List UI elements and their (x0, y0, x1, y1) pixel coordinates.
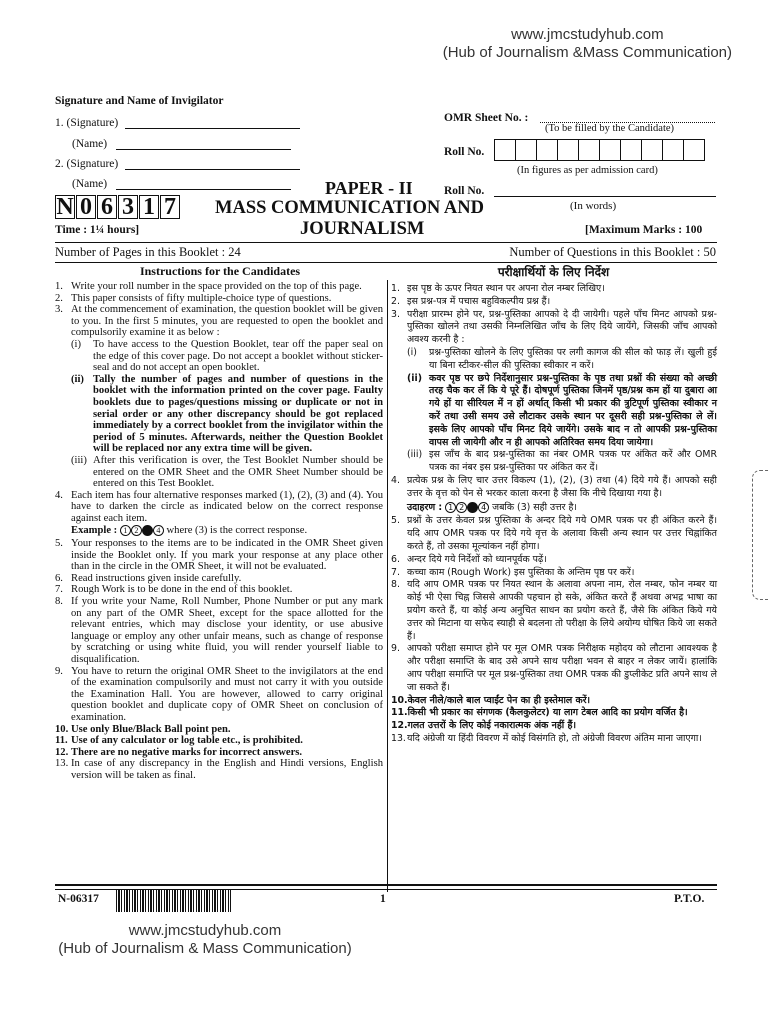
list-item: 2. This paper consists of fifty multiple-choice type of questions. (55, 292, 332, 304)
barcode (116, 890, 231, 912)
roll-box[interactable] (515, 139, 537, 161)
list-item: (iii) इस जाँच के बाद प्रश्न-पुस्तिका का नंबर OMR पत्रक पर अंकित करें और OMR पत्रक का नंबर इस प्रश्न-पुस्तिका पर अंकित कर दें। (407, 449, 717, 474)
hindi-heading: परीक्षार्थियों के लिए निर्देश (497, 265, 610, 279)
bubble-3-filled (142, 525, 153, 536)
list-item: 11. Use of any calculator or log table etc., is prohibited. (55, 735, 303, 747)
list-item: 10. केवल नीले/काले बाल प्वाईंट पेन का ही इस्तेमाल करें। (391, 694, 591, 706)
list-item: 1. इस पृष्ठ के ऊपर नियत स्थान पर अपना रोल नम्बर लिखिए। (391, 283, 605, 294)
roll-words-label: Roll No. (444, 185, 485, 197)
footer-code: N-06317 (58, 893, 99, 905)
list-item: 8. If you write your Name, Roll Number, Phone Number or put any mark on any part of the OMR Sheet, except for the space allotted for the relevant entries, which may disclose your identity, or use abusive language or employ any other unfair means, such as change of response by scratching or using white fluid, you will render yourself liable to disqualification. (55, 596, 383, 665)
list-item: 4. प्रत्येक प्रश्न के लिए चार उत्तर विकल्प (1), (2), (3) तथा (4) दिये गये हैं। आपको सही उत्तर के वृत्त को पेन से भरकर काला करना है जैसा कि नीचे दिखाया गया है। (391, 474, 717, 499)
site-url[interactable]: www.jmcstudyhub.com (128, 922, 282, 939)
roll-words-note: (In words) (570, 200, 617, 212)
list-item: (ii) कवर पृष्ठ पर छपे निर्देशानुसार प्रश्न-पुस्तिका के पृष्ठ तथा प्रश्नों की संख्या को अच्छी तरह चैक कर लें कि ये पूरे हैं। दोषपूर्ण पुस्तिका जिनमें पृष्ठ/प्रश्न कम हों या दुबारा आ गये हों या सीरियल में न हों अर्थात् किसी भी प्रकार की त्रुटिपूर्ण पुस्तिका स्वीकार न करें तथा उसी समय उसे लौटाकर उसके स्थान पर दूसरी सही प्रश्न-पुस्तिका ले लें। इसके लिए आपको पाँच मिनट दिये जायेंगे। उसके बाद न तो आपकी प्रश्न-पुस्तिका वापस ली जायेगी और न ही आपको अतिरिक्त समय दिया जायेगा। (407, 372, 717, 448)
omr-note: (To be filled by the Candidate) (545, 123, 675, 134)
list-item: 12. There are no negative marks for incorrect answers. (55, 746, 303, 758)
site-tagline: (Hub of Journalism &Mass Communication) (442, 44, 732, 61)
list-item: (i) To have access to the Question Booklet, tear off the paper seal on the edge of this cover page. Do not accept a booklet without sticker-seal and do not accept an open booklet. (71, 338, 383, 374)
roll-box[interactable] (620, 139, 642, 161)
name1-row (72, 138, 291, 150)
roll-words-field[interactable] (494, 196, 716, 197)
list-item: 12. गलत उत्तरों के लिए कोई नकारात्मक अंक नहीं हैं। (391, 720, 577, 732)
example-row: Example : 1 2 4 where (3) is the correct response. (71, 525, 308, 537)
roll-box[interactable] (578, 139, 600, 161)
list-item: (i) प्रश्न-पुस्तिका खोलने के लिए पुस्तिका पर लगी कागज की सील को फाड़ लें। खुली हुई या बिना स्टीकर-सील की पुस्तिका स्वीकार न करें। (407, 346, 717, 371)
bubble-3-filled (467, 502, 478, 513)
subject-line1: MASS COMMUNICATION AND (215, 198, 484, 218)
page-count: Number of Pages in this Booklet : 24 (55, 245, 241, 259)
list-item: 7. Rough Work is to be done in the end of this booklet. (55, 584, 293, 596)
code-digit-box: 1 (139, 195, 159, 219)
example-row: उदाहरण : 1 2 4 जबकि (3) सही उत्तर है। (407, 501, 577, 513)
list-item: 9. आपको परीक्षा समाप्त होने पर मूल OMR पत्रक निरीक्षक महोदय को लौटाना आवश्यक है और परीक्षा समाप्ति के बाद उसे अपने साथ परीक्षा भवन से बाहर न लेकर जायें। हालांकि आप परीक्षा समाप्ति पर मूल प्रश्न-पुस्तिका तथा OMR पत्रक की डुप्लीकेट प्रति अपने साथ ले जा सकते हैं। (391, 643, 717, 693)
code-prefix-box: N (56, 194, 74, 220)
code-digit-box: 6 (97, 195, 117, 219)
list-item: 9. You have to return the original OMR Sheet to the invigilators at the end of the examination compulsorily and must not carry it with you outside the Examination Hall. You are however, allowed to carry original question booklet and duplicate copy of OMR Sheet on conclusion of examination. (55, 665, 383, 723)
paper-title: PAPER - II (325, 178, 413, 198)
list-item: (iii) After this verification is over, the Test Booklet Number should be entered on the OMR Sheet and the OMR Sheet Number should be entered on this Test Booklet. (71, 454, 383, 490)
name1-label: (Name) (72, 138, 108, 150)
english-instructions (55, 281, 383, 782)
time-label: Time : 1¼ hours] (55, 224, 140, 236)
name2-line (116, 189, 291, 190)
name2-row (72, 178, 291, 190)
name1-line (116, 149, 291, 150)
roll-box[interactable] (557, 139, 579, 161)
site-footer (40, 922, 370, 958)
code-digit-box: 0 (76, 195, 96, 219)
column-divider (387, 280, 388, 892)
roll-boxes[interactable] (494, 139, 704, 166)
max-marks: [Maximum Marks : 100 (585, 224, 703, 236)
code-digit-box: 7 (160, 195, 180, 219)
list-item: 1. Write your roll number in the space provided on the top of this page. (55, 281, 362, 292)
hindi-instructions (391, 283, 717, 746)
paper-code (55, 195, 181, 219)
list-item: 5. Your responses to the items are to be indicated in the OMR Sheet given inside the Booklet only. If you mark your response at any place other than in the circle in the OMR Sheet, it will not be evaluated. (55, 538, 383, 573)
roll-box[interactable] (662, 139, 684, 161)
question-count: Number of Questions in this Booklet : 50 (509, 245, 716, 259)
list-item: 5. प्रश्नों के उत्तर केवल प्रश्न पुस्तिका के अन्दर दिये गये OMR पत्रक पर ही अंकित करने हैं। यदि आप OMR पत्रक पर दिये गये वृत्त के अलावा किसी अन्य स्थान पर उत्तर चिह्नांकित करते हैं, तो उसका मूल्यांकन नहीं होगा। (391, 515, 717, 552)
list-item: 4. Each item has four alternative responses marked (1), (2), (3) and (4). You have to darken the circle as indicated below on the correct response against each item. (55, 489, 383, 524)
list-item: 2. इस प्रश्न-पत्र में पचास बहुविकल्पीय प्रश्न हैं। (391, 295, 551, 307)
list-item: 6. अन्दर दिये गये निर्देशों को ध्यानपूर्वक पढ़ें। (391, 553, 547, 565)
bubble-2: 2 (456, 502, 467, 513)
code-digit-box: 3 (118, 195, 138, 219)
english-heading: Instructions for the Candidates (139, 264, 301, 278)
roll-box[interactable] (683, 139, 705, 161)
bubble-4: 4 (153, 525, 164, 536)
site-header (443, 26, 732, 62)
sig1-label: 1. (Signature) (55, 117, 119, 129)
list-item: 8. यदि आप OMR पत्रक पर नियत स्थान के अलावा अपना नाम, रोल नम्बर, फोन नम्बर या कोई भी ऐसा चिह्न जिससे आपकी पहचान हो सके, अंकित करते हैं अथवा अभद्र भाषा का प्रयोग करते हैं, या कोई अन्य अनुचित साधन का प्रयोग करते हैं, जैसे कि अंकित किये गये उत्तर को मिटाना या सफेद स्याही से बदलना तो परीक्षा के लिये अयोग्य घोषित किये जा सकते हैं। (391, 579, 717, 642)
list-item: 13. In case of any discrepancy in the English and Hindi versions, English version will be taken as final. (55, 758, 383, 781)
list-item: 11. किसी भी प्रकार का संगणक (कैलकुलेटर) या लाग टेबल आदि का प्रयोग वर्जित है। (391, 707, 688, 719)
roll-label: Roll No. (444, 146, 485, 158)
roll-box[interactable] (641, 139, 663, 161)
site-url[interactable]: www.jmcstudyhub.com (511, 26, 664, 43)
roll-note: (In figures as per admission card) (517, 165, 658, 176)
site-tagline: (Hub of Journalism & Mass Communication) (58, 940, 352, 957)
list-item: (ii) Tally the number of pages and number of questions in the booklet with the information printed on the cover page. Faulty booklets due to pages/questions missing or duplicate or not in serial order or any other discrepancy should be got replaced immediately by a correct booklet from the invigilator within the period of 5 minutes. Afterwards, neither the Question Booklet will be replaced nor any extra time will be given. (71, 373, 383, 455)
page-number: 1 (380, 893, 386, 905)
omr-label: OMR Sheet No. : (444, 112, 529, 124)
list-item: 6. Read instructions given inside carefully. (55, 572, 242, 584)
roll-box[interactable] (536, 139, 558, 161)
list-item: 3. At the commencement of examination, the question booklet will be given to you. In the first 5 minutes, you are requested to open the booklet and compulsorily examine it as below : (55, 304, 383, 339)
list-item: 10. Use only Blue/Black Ball point pen. (55, 723, 231, 735)
sig2-label: 2. (Signature) (55, 158, 119, 170)
roll-box[interactable] (494, 139, 516, 161)
bubble-4: 4 (478, 502, 489, 513)
invigilator-heading: Signature and Name of Invigilator (55, 95, 224, 107)
sig2-line (125, 169, 300, 170)
tear-seal-mark (752, 470, 770, 600)
sig2-row (55, 158, 300, 170)
list-item: 7. कच्चा काम (Rough Work) इस पुस्तिका के अन्तिम पृष्ठ पर करें। (391, 566, 635, 578)
name2-label: (Name) (72, 178, 108, 190)
bubble-1: 1 (445, 502, 456, 513)
subject-line2: JOURNALISM (300, 219, 425, 239)
list-item: 3. परीक्षा प्रारम्भ होने पर, प्रश्न-पुस्तिका आपको दे दी जायेगी। पहले पाँच मिनट आपको प्रश्न-पुस्तिका खोलने तथा उसकी निम्नलिखित जाँच के लिए दिये जायेंगे, जिसकी जाँच आपको अवश्य करनी है : (391, 308, 717, 346)
sig1-line (125, 128, 300, 129)
divider (55, 242, 717, 243)
bubble-1: 1 (120, 525, 131, 536)
roll-box[interactable] (599, 139, 621, 161)
list-item: 13. यदि अंग्रेजी या हिंदी विवरण में कोई विसंगति हो, तो अंग्रेजी विवरण अंतिम माना जाएगा। (391, 732, 702, 744)
sig1-row (55, 117, 300, 129)
pto-label: P.T.O. (674, 893, 705, 905)
bubble-2: 2 (131, 525, 142, 536)
